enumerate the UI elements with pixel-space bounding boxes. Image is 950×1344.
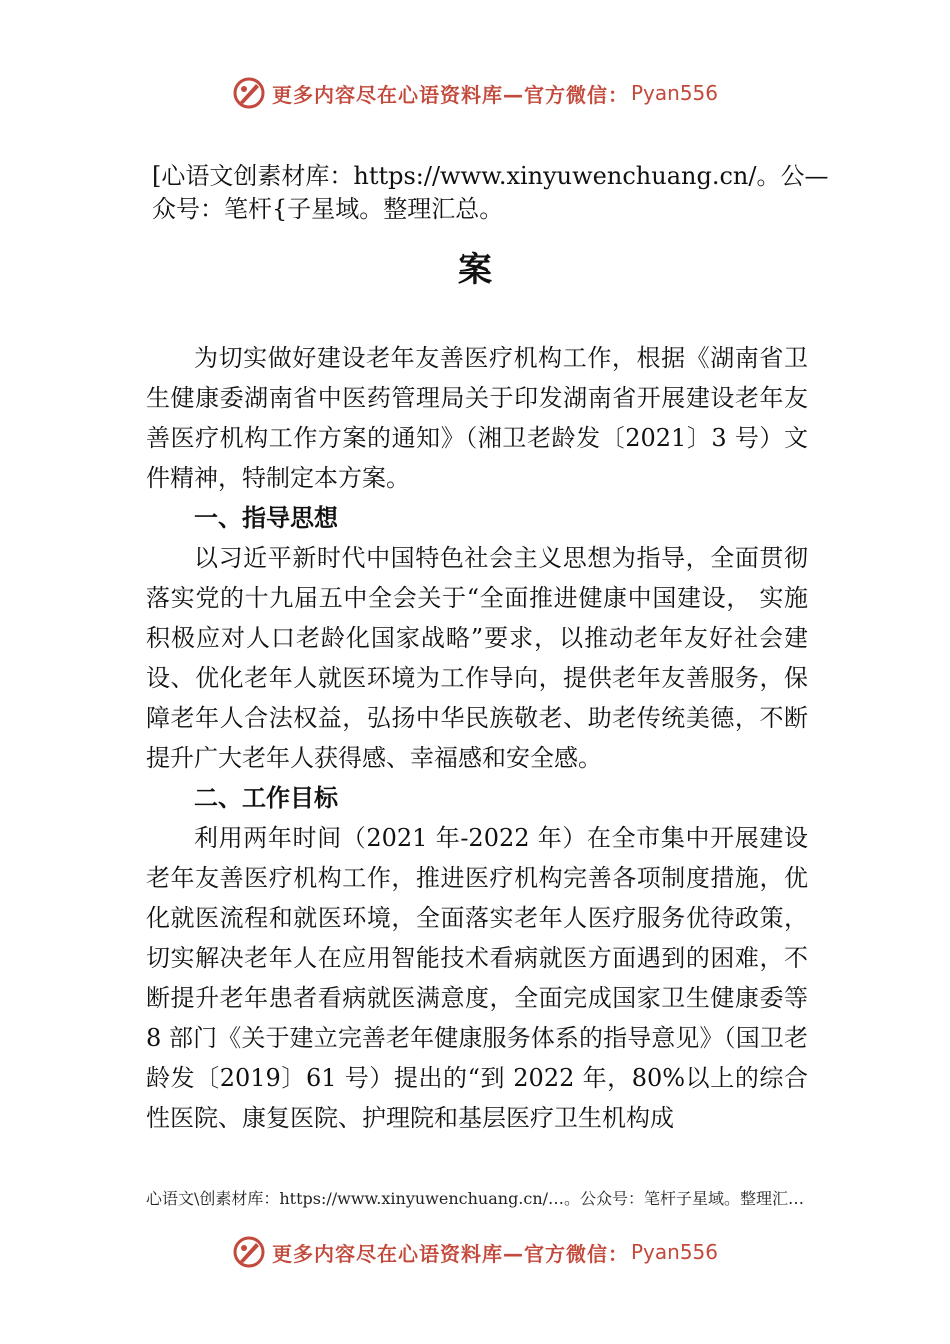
banner-text: 更多内容尽在心语资料库—官方微信：	[271, 1241, 629, 1266]
page-title: 案	[458, 250, 492, 290]
section-heading-work-goals: 二、工作目标	[194, 784, 338, 812]
work-goals-paragraph: 利用两年时间（2021 年-2022 年）在全市集中开展建设老年友善医疗机构工作，推进医疗机构完善各项制度措施，优化就医流程和就医环境，全面落实老年人医疗服务优待政策，切实解决老年人在应用智能技术看病就医方面遇到的困难，不断提升老年患者看病就医满意度，全面完成国家卫生健康委等 8 部门《关于建立完善老年健康服务体系的指导意见》（国卫老龄发〔2019〕61 号）提出的“到 2022 年，80%以上的综合性医院、康复医院、护理院和基层医疗卫生机构成	[146, 824, 808, 1132]
pen-seal-logo-icon	[232, 76, 266, 110]
intro-paragraph: 为切实做好建设老年友善医疗机构工作，根据《湖南省卫生健康委湖南省中医药管理局关于印发湖南省开展建设老年友善医疗机构工作方案的通知》（湘卫老龄发〔2021〕3 号）文件精神，特制定本方案。	[146, 344, 808, 492]
banner-wechat[interactable]: Pyan556	[630, 81, 718, 105]
banner-wechat[interactable]: Pyan556	[630, 1240, 718, 1264]
banner-text: 更多内容尽在心语资料库—官方微信：	[271, 82, 629, 107]
header-note: [心语文创素材库：https://www.xinyuwenchuang.cn/。公—众号：笔杆{子星域。整理汇总。	[152, 162, 829, 223]
bottom-banner	[0, 1232, 950, 1272]
top-banner	[0, 73, 950, 113]
guiding-thought-paragraph: 以习近平新时代中国特色社会主义思想为指导，全面贯彻落实党的十九届五中全会关于“全面推进健康中国建设， 实施积极应对人口老龄化国家战略”要求，以推动老年友好社会建设、优化老年人就医环境为工作导向，提供老年友善服务，保障老年人合法权益，弘扬中华民族敬老、助老传统美德，不断提升广大老年人获得感、幸福感和安全感。	[146, 544, 808, 772]
pen-seal-logo-icon	[232, 1235, 266, 1269]
document-body	[146, 338, 808, 1138]
section-heading-guiding-thought: 一、指导思想	[194, 504, 338, 532]
footer-note: 心语文\创素材库：https://www.xinyuwenchuang.cn/…。公众号：笔杆子星域。整理汇…	[145, 1189, 805, 1208]
